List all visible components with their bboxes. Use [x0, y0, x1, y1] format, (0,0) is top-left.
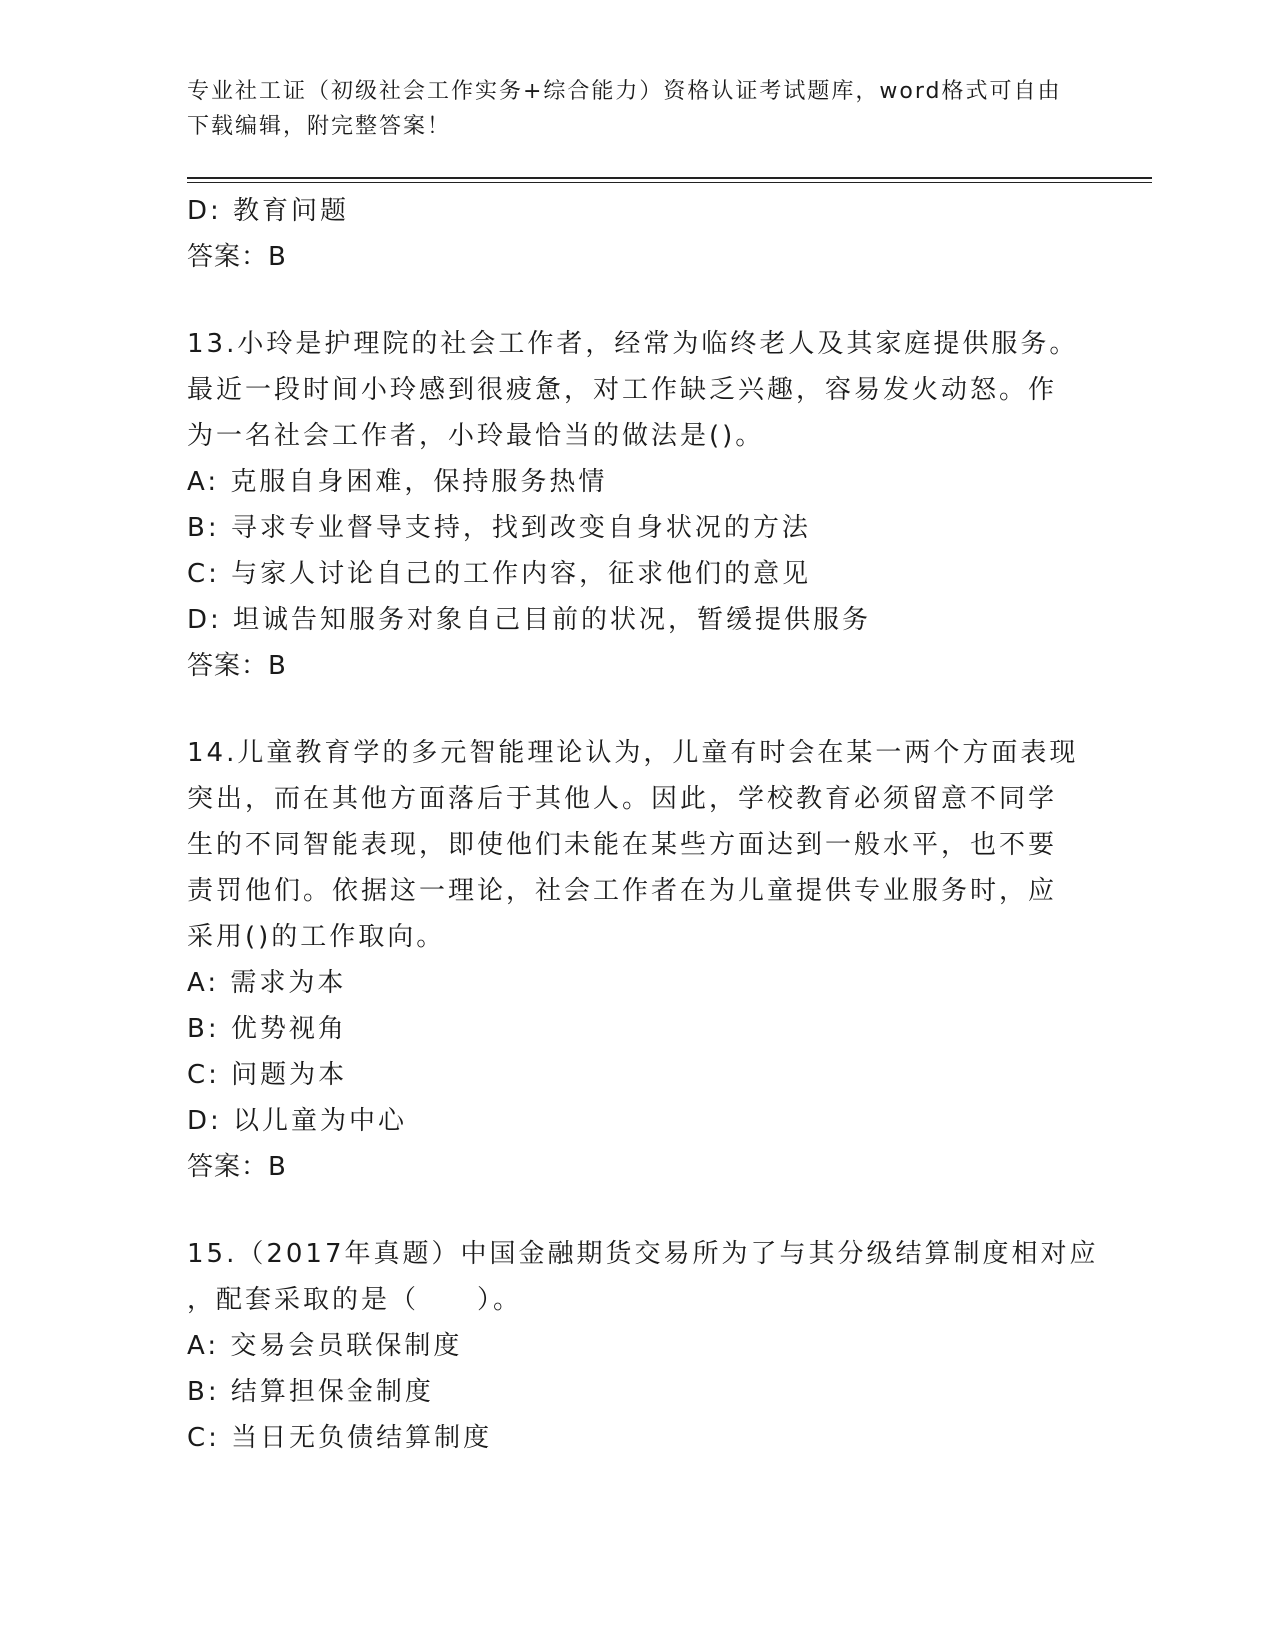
- prev-option-d: D: 教育问题: [187, 196, 350, 226]
- document-header: [187, 74, 1087, 144]
- question-stem-line: 生的不同智能表现，即使他们未能在某些方面达到一般水平，也不要: [187, 830, 1058, 860]
- question-stem-line: 责罚他们。依据这一理论，社会工作者在为儿童提供专业服务时，应: [187, 876, 1058, 906]
- question-14: [187, 730, 1087, 1190]
- option-c: C: 问题为本: [187, 1060, 348, 1090]
- option-a: A: 克服自身困难，保持服务热情: [187, 467, 608, 497]
- answer-line: 答案：B: [187, 651, 287, 681]
- header-divider-thin: [187, 182, 1152, 183]
- header-line-1: 专业社工证（初级社会工作实务+综合能力）资格认证考试题库，word格式可自由: [187, 79, 1062, 104]
- option-d: D: 坦诚告知服务对象自己目前的状况，暂缓提供服务: [187, 605, 872, 635]
- header-line-2: 下载编辑，附完整答案！: [187, 114, 452, 139]
- question-gap: [187, 689, 1087, 730]
- question-content: [187, 188, 1099, 1461]
- question-stem-line: 15.（2017年真题）中国金融期货交易所为了与其分级结算制度相对应: [187, 1239, 1099, 1269]
- question-stem-line: ，配套采取的是（ ）。: [187, 1285, 523, 1315]
- option-a: A: 交易会员联保制度: [187, 1331, 463, 1361]
- prev-answer: 答案：B: [187, 242, 287, 272]
- option-d: D: 以儿童为中心: [187, 1106, 408, 1136]
- question-stem-line: 突出，而在其他方面落后于其他人。因此，学校教育必须留意不同学: [187, 784, 1058, 814]
- answer-line: 答案：B: [187, 1152, 287, 1182]
- header-divider-thick: [187, 177, 1152, 179]
- option-c: C: 当日无负债结算制度: [187, 1423, 493, 1453]
- option-b: B: 寻求专业督导支持，找到改变自身状况的方法: [187, 513, 811, 543]
- option-a: A: 需求为本: [187, 968, 347, 998]
- question-gap: [187, 1190, 1087, 1231]
- question-stem-line: 为一名社会工作者，小玲最恰当的做法是()。: [187, 421, 765, 451]
- option-b: B: 结算担保金制度: [187, 1377, 434, 1407]
- question-15: [187, 1231, 1099, 1461]
- option-c: C: 与家人讨论自己的工作内容，征求他们的意见: [187, 559, 812, 589]
- question-stem-line: 13.小玲是护理院的社会工作者，经常为临终老人及其家庭提供服务。: [187, 329, 1079, 359]
- question-stem-line: 14.儿童教育学的多元智能理论认为，儿童有时会在某一两个方面表现: [187, 738, 1079, 768]
- question-stem-line: 采用()的工作取向。: [187, 922, 446, 952]
- question-13: [187, 321, 1087, 689]
- question-gap: [187, 280, 1087, 321]
- option-b: B: 优势视角: [187, 1014, 347, 1044]
- question-stem-line: 最近一段时间小玲感到很疲惫，对工作缺乏兴趣，容易发火动怒。作: [187, 375, 1058, 405]
